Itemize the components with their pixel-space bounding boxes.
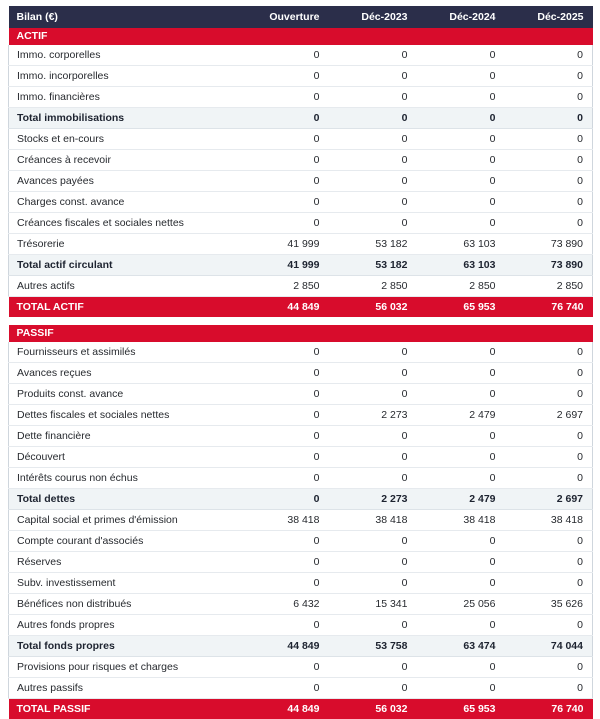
row-value-col-4: 0 xyxy=(505,150,593,171)
row-value-col-1: 0 xyxy=(241,405,329,426)
section-header-row xyxy=(9,28,593,45)
row-value-col-3: 0 xyxy=(417,426,505,447)
row-value-col-3: 0 xyxy=(417,87,505,108)
row-value-col-1: 0 xyxy=(241,426,329,447)
row-value-col-4: 35 626 xyxy=(505,594,593,615)
row-label: Créances fiscales et sociales nettes xyxy=(9,213,241,234)
row-label: Réserves xyxy=(9,552,241,573)
row-value-col-1: 41 999 xyxy=(241,234,329,255)
row-value-col-1: 6 432 xyxy=(241,594,329,615)
balance-sheet-panel xyxy=(8,6,592,719)
row-label: Autres passifs xyxy=(9,678,241,699)
row-value-col-4: 0 xyxy=(505,384,593,405)
row-value-col-3: 0 xyxy=(417,531,505,552)
row-label: Créances à recevoir xyxy=(9,150,241,171)
table-row xyxy=(9,342,593,363)
row-value-col-2: 0 xyxy=(329,108,417,129)
row-value-col-4: 0 xyxy=(505,573,593,594)
row-value-col-2: 0 xyxy=(329,150,417,171)
row-value-col-3: 0 xyxy=(417,171,505,192)
row-value-col-1: 0 xyxy=(241,657,329,678)
row-value-col-2: 0 xyxy=(329,66,417,87)
row-value-col-4: 2 850 xyxy=(505,276,593,297)
row-value-col-3: 0 xyxy=(417,447,505,468)
row-value-col-3: 65 953 xyxy=(417,297,505,318)
row-value-col-2: 56 032 xyxy=(329,699,417,719)
row-value-col-3: 0 xyxy=(417,66,505,87)
subtotal-row xyxy=(9,636,593,657)
row-value-col-3: 0 xyxy=(417,615,505,636)
subtotal-row xyxy=(9,108,593,129)
row-value-col-1: 0 xyxy=(241,384,329,405)
row-value-col-2: 0 xyxy=(329,213,417,234)
column-header-dec-2025[interactable]: Déc-2025 xyxy=(505,6,593,28)
row-value-col-1: 41 999 xyxy=(241,255,329,276)
row-value-col-1: 0 xyxy=(241,552,329,573)
row-value-col-4: 0 xyxy=(505,531,593,552)
row-value-col-1: 0 xyxy=(241,87,329,108)
table-row xyxy=(9,384,593,405)
row-value-col-2: 0 xyxy=(329,678,417,699)
row-value-col-4: 0 xyxy=(505,108,593,129)
row-value-col-4: 0 xyxy=(505,447,593,468)
row-value-col-4: 0 xyxy=(505,129,593,150)
row-value-col-1: 0 xyxy=(241,192,329,213)
subtotal-row xyxy=(9,255,593,276)
row-value-col-1: 0 xyxy=(241,129,329,150)
row-value-col-3: 0 xyxy=(417,192,505,213)
row-value-col-1: 44 849 xyxy=(241,636,329,657)
table-row xyxy=(9,45,593,66)
row-value-col-4: 73 890 xyxy=(505,255,593,276)
row-value-col-4: 38 418 xyxy=(505,510,593,531)
row-label: Charges const. avance xyxy=(9,192,241,213)
table-header xyxy=(9,6,593,28)
row-value-col-3: 0 xyxy=(417,384,505,405)
row-value-col-2: 0 xyxy=(329,45,417,66)
table-row xyxy=(9,363,593,384)
row-value-col-4: 0 xyxy=(505,363,593,384)
row-value-col-1: 0 xyxy=(241,489,329,510)
row-value-col-1: 0 xyxy=(241,468,329,489)
row-label: TOTAL ACTIF xyxy=(9,297,241,318)
table-row xyxy=(9,531,593,552)
row-value-col-2: 0 xyxy=(329,426,417,447)
section-title-passif: PASSIF xyxy=(9,325,593,342)
row-value-col-4: 0 xyxy=(505,468,593,489)
row-value-col-3: 63 474 xyxy=(417,636,505,657)
table-row xyxy=(9,573,593,594)
row-value-col-2: 2 850 xyxy=(329,276,417,297)
row-value-col-1: 0 xyxy=(241,531,329,552)
row-value-col-1: 0 xyxy=(241,615,329,636)
table-row xyxy=(9,678,593,699)
row-value-col-4: 0 xyxy=(505,615,593,636)
row-label: Immo. incorporelles xyxy=(9,66,241,87)
section-spacer xyxy=(9,317,593,325)
row-label: Bénéfices non distribués xyxy=(9,594,241,615)
row-value-col-4: 0 xyxy=(505,552,593,573)
row-label: Subv. investissement xyxy=(9,573,241,594)
table-row xyxy=(9,447,593,468)
row-label: Capital social et primes d'émission xyxy=(9,510,241,531)
row-value-col-4: 2 697 xyxy=(505,405,593,426)
table-row xyxy=(9,171,593,192)
column-header-row xyxy=(9,6,593,28)
row-value-col-3: 0 xyxy=(417,342,505,363)
row-label: Total actif circulant xyxy=(9,255,241,276)
row-label: Dettes fiscales et sociales nettes xyxy=(9,405,241,426)
row-value-col-3: 0 xyxy=(417,678,505,699)
row-value-col-3: 0 xyxy=(417,45,505,66)
table-row xyxy=(9,657,593,678)
table-row xyxy=(9,510,593,531)
grand-total-row xyxy=(9,699,593,719)
table-row xyxy=(9,192,593,213)
row-value-col-1: 44 849 xyxy=(241,297,329,318)
row-value-col-4: 0 xyxy=(505,213,593,234)
row-value-col-1: 0 xyxy=(241,108,329,129)
row-value-col-3: 0 xyxy=(417,213,505,234)
table-row xyxy=(9,615,593,636)
row-value-col-2: 15 341 xyxy=(329,594,417,615)
row-value-col-3: 0 xyxy=(417,108,505,129)
row-value-col-3: 2 479 xyxy=(417,405,505,426)
row-value-col-1: 0 xyxy=(241,363,329,384)
row-value-col-2: 2 273 xyxy=(329,489,417,510)
table-row xyxy=(9,594,593,615)
row-value-col-3: 65 953 xyxy=(417,699,505,719)
row-label: Autres actifs xyxy=(9,276,241,297)
row-label: Immo. financières xyxy=(9,87,241,108)
row-value-col-1: 0 xyxy=(241,447,329,468)
column-header-label: Bilan (€) xyxy=(9,6,241,28)
row-value-col-1: 0 xyxy=(241,171,329,192)
row-value-col-2: 53 182 xyxy=(329,255,417,276)
row-value-col-2: 56 032 xyxy=(329,297,417,318)
row-value-col-4: 73 890 xyxy=(505,234,593,255)
section-spacer-cell xyxy=(9,317,593,325)
row-value-col-4: 0 xyxy=(505,87,593,108)
row-label: Provisions pour risques et charges xyxy=(9,657,241,678)
row-label: Stocks et en-cours xyxy=(9,129,241,150)
row-value-col-2: 0 xyxy=(329,468,417,489)
section-header-row xyxy=(9,325,593,342)
row-value-col-3: 25 056 xyxy=(417,594,505,615)
row-value-col-3: 0 xyxy=(417,129,505,150)
row-value-col-2: 0 xyxy=(329,531,417,552)
row-label: Découvert xyxy=(9,447,241,468)
row-value-col-4: 76 740 xyxy=(505,297,593,318)
row-value-col-1: 2 850 xyxy=(241,276,329,297)
row-value-col-3: 2 479 xyxy=(417,489,505,510)
row-value-col-4: 0 xyxy=(505,678,593,699)
row-value-col-2: 0 xyxy=(329,657,417,678)
row-label: Immo. corporelles xyxy=(9,45,241,66)
row-value-col-3: 0 xyxy=(417,468,505,489)
row-value-col-2: 53 758 xyxy=(329,636,417,657)
row-value-col-3: 63 103 xyxy=(417,234,505,255)
row-value-col-4: 0 xyxy=(505,342,593,363)
row-value-col-3: 0 xyxy=(417,552,505,573)
column-header-ouverture[interactable]: Ouverture xyxy=(241,6,329,28)
subtotal-row xyxy=(9,489,593,510)
table-row xyxy=(9,129,593,150)
column-header-dec-2023[interactable]: Déc-2023 xyxy=(329,6,417,28)
row-value-col-3: 0 xyxy=(417,573,505,594)
row-label: Fournisseurs et assimilés xyxy=(9,342,241,363)
row-value-col-1: 0 xyxy=(241,342,329,363)
table-row xyxy=(9,552,593,573)
row-value-col-2: 0 xyxy=(329,87,417,108)
row-label: Total immobilisations xyxy=(9,108,241,129)
table-row xyxy=(9,234,593,255)
row-value-col-4: 74 044 xyxy=(505,636,593,657)
row-label: Autres fonds propres xyxy=(9,615,241,636)
table-row xyxy=(9,405,593,426)
row-value-col-1: 0 xyxy=(241,573,329,594)
row-value-col-3: 0 xyxy=(417,150,505,171)
row-value-col-4: 0 xyxy=(505,657,593,678)
row-label: Produits const. avance xyxy=(9,384,241,405)
row-value-col-1: 0 xyxy=(241,213,329,234)
row-value-col-1: 0 xyxy=(241,66,329,87)
table-row xyxy=(9,150,593,171)
row-label: Intérêts courus non échus xyxy=(9,468,241,489)
row-value-col-1: 44 849 xyxy=(241,699,329,719)
row-label: Dette financière xyxy=(9,426,241,447)
row-value-col-4: 0 xyxy=(505,192,593,213)
row-value-col-2: 38 418 xyxy=(329,510,417,531)
row-value-col-2: 0 xyxy=(329,447,417,468)
row-value-col-4: 76 740 xyxy=(505,699,593,719)
row-value-col-4: 0 xyxy=(505,66,593,87)
row-value-col-2: 2 273 xyxy=(329,405,417,426)
row-value-col-1: 0 xyxy=(241,150,329,171)
row-value-col-4: 0 xyxy=(505,426,593,447)
row-label: Total dettes xyxy=(9,489,241,510)
row-value-col-2: 0 xyxy=(329,384,417,405)
column-header-dec-2024[interactable]: Déc-2024 xyxy=(417,6,505,28)
row-value-col-3: 2 850 xyxy=(417,276,505,297)
row-value-col-1: 0 xyxy=(241,678,329,699)
row-value-col-2: 0 xyxy=(329,552,417,573)
table-row xyxy=(9,426,593,447)
table-row xyxy=(9,87,593,108)
row-label: Trésorerie xyxy=(9,234,241,255)
row-label: TOTAL PASSIF xyxy=(9,699,241,719)
row-label: Compte courant d'associés xyxy=(9,531,241,552)
row-value-col-3: 63 103 xyxy=(417,255,505,276)
section-title-actif: ACTIF xyxy=(9,28,593,45)
table-row xyxy=(9,66,593,87)
row-value-col-2: 0 xyxy=(329,129,417,150)
table-body xyxy=(9,28,593,719)
table-row xyxy=(9,468,593,489)
table-row xyxy=(9,213,593,234)
row-value-col-1: 0 xyxy=(241,45,329,66)
row-label: Total fonds propres xyxy=(9,636,241,657)
row-value-col-2: 0 xyxy=(329,171,417,192)
balance-sheet-table xyxy=(8,6,593,719)
row-label: Avances reçues xyxy=(9,363,241,384)
grand-total-row xyxy=(9,297,593,318)
table-row xyxy=(9,276,593,297)
row-value-col-4: 0 xyxy=(505,45,593,66)
row-value-col-3: 0 xyxy=(417,363,505,384)
row-value-col-2: 0 xyxy=(329,363,417,384)
row-value-col-2: 0 xyxy=(329,342,417,363)
row-value-col-2: 0 xyxy=(329,192,417,213)
row-value-col-2: 0 xyxy=(329,615,417,636)
row-value-col-3: 0 xyxy=(417,657,505,678)
row-value-col-2: 53 182 xyxy=(329,234,417,255)
row-value-col-4: 2 697 xyxy=(505,489,593,510)
row-value-col-2: 0 xyxy=(329,573,417,594)
row-value-col-3: 38 418 xyxy=(417,510,505,531)
row-value-col-1: 38 418 xyxy=(241,510,329,531)
row-label: Avances payées xyxy=(9,171,241,192)
row-value-col-4: 0 xyxy=(505,171,593,192)
